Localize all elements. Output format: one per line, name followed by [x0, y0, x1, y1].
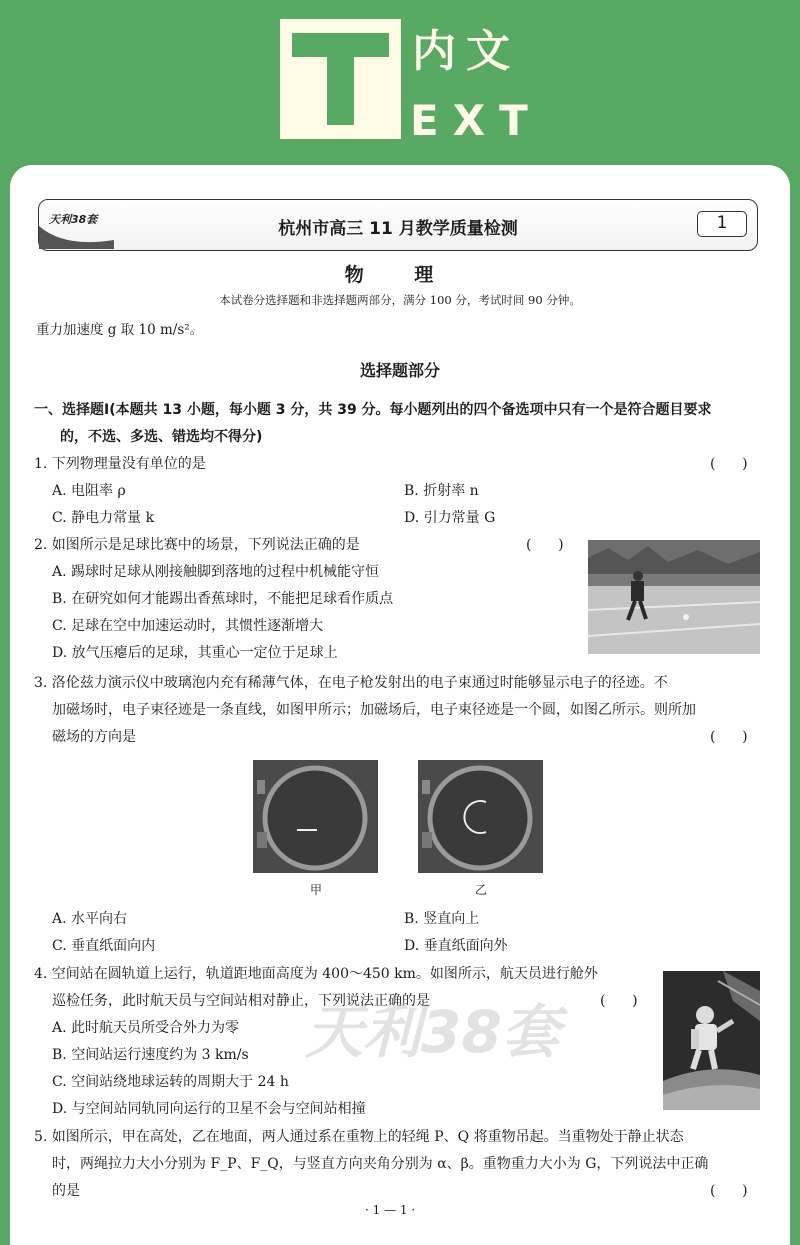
t-logo-box	[280, 19, 401, 139]
q3-stem-line-2: 加磁场时，电子束径迹是一条直线，如图甲所示；加磁场后，电子束径迹是一个圆，如图乙所示。则所加	[52, 702, 696, 718]
section-title: 选择题部分	[359, 361, 440, 380]
electron-beam-circle-photo	[418, 760, 543, 873]
q5-stem-line-3: 的是	[52, 1183, 80, 1199]
q4-option-a: A. 此时航天员所受合外力为零	[52, 1020, 240, 1036]
q5-stem-line-1: 5. 如图所示，甲在高处，乙在地面，两人通过系在重物上的轻绳 P、Q 将重物吊起。当重物处于静止状态	[34, 1129, 684, 1145]
q3-answer-bracket: ( )	[710, 729, 748, 745]
figure-caption-yi: 乙	[475, 883, 488, 897]
q2-option-b: B. 在研究如何才能踢出香蕉球时，不能把足球看作质点	[52, 591, 394, 607]
gravity-note: 重力加速度 g 取 10 m/s²。	[36, 322, 204, 338]
brand-logo-text: 天利38套	[49, 213, 98, 226]
subject-title: 物 理	[344, 264, 456, 286]
page-footer: · 1 — 1 ·	[365, 1203, 416, 1217]
q4-option-c: C. 空间站绕地球运转的周期大于 24 h	[52, 1074, 289, 1090]
banner	[0, 0, 800, 170]
q1-option-c: C. 静电力常量 k	[52, 510, 155, 526]
exam-header	[38, 199, 758, 251]
q5-stem-line-2: 时，两绳拉力大小分别为 F_P、F_Q，与竖直方向夹角分别为 α、β。重物重力大小为 G，下列说法中正确	[52, 1156, 709, 1172]
exam-title: 杭州市高三 11 月教学质量检测	[278, 219, 518, 239]
q3-option-b: B. 竖直向上	[404, 911, 480, 927]
q4-option-b: B. 空间站运行速度约为 3 km/s	[52, 1047, 249, 1063]
instructions-line-2: 的，不选、多选、错选均不得分)	[60, 429, 263, 445]
exam-paper	[10, 165, 790, 1245]
q4-option-d: D. 与空间站同轨同向运行的卫星不会与空间站相撞	[52, 1101, 366, 1117]
q4-answer-bracket: ( )	[600, 993, 638, 1009]
q2-answer-bracket: ( )	[526, 537, 564, 553]
q1-option-d: D. 引力常量 G	[404, 510, 496, 526]
exam-intro: 本试卷分选择题和非选择题两部分，满分 100 分，考试时间 90 分钟。	[219, 293, 581, 307]
q1-option-a: A. 电阻率 ρ	[52, 483, 126, 499]
instructions-line-1: 一、选择题Ⅰ(本题共 13 小题，每小题 3 分，共 39 分。每小题列出的四个备选项中只有一个是符合题目要求	[34, 402, 712, 418]
q3-option-d: D. 垂直纸面向外	[404, 938, 508, 954]
q2-option-c: C. 足球在空中加速运动时，其惯性逐渐增大	[52, 618, 324, 634]
q5-answer-bracket: ( )	[710, 1183, 748, 1199]
q2-option-a: A. 踢球时足球从刚接触脚到落地的过程中机械能守恒	[52, 564, 380, 580]
astronaut-photo	[663, 971, 760, 1110]
q3-option-a: A. 水平向右	[52, 911, 128, 927]
q4-stem-line-1: 4. 空间站在圆轨道上运行，轨道距地面高度为 400～450 km。如图所示，航天员进行舱外	[34, 966, 598, 982]
page-number-badge: 1	[697, 211, 747, 237]
t-letter-icon	[280, 19, 401, 139]
q1-option-b: B. 折射率 n	[404, 483, 479, 499]
q1-stem: 1. 下列物理量没有单位的是	[34, 456, 206, 472]
q1-answer-bracket: ( )	[710, 456, 748, 472]
q2-option-d: D. 放气压瘪后的足球，其重心一定位于足球上	[52, 645, 338, 661]
q3-stem-line-1: 3. 洛伦兹力演示仪中玻璃泡内充有稀薄气体，在电子枪发射出的电子束通过时能够显示电子的径迹。不	[34, 675, 668, 691]
q2-stem: 2. 如图所示是足球比赛中的场景，下列说法正确的是	[34, 537, 360, 553]
football-photo	[588, 540, 760, 654]
electron-beam-straight-photo	[253, 760, 378, 873]
q3-stem-line-3: 磁场的方向是	[52, 729, 136, 745]
q4-stem-line-2: 巡检任务，此时航天员与空间站相对静止，下列说法正确的是	[52, 993, 430, 1009]
brand-watermark: 天利38套	[305, 998, 560, 1066]
banner-cn-title: 内文	[412, 26, 520, 77]
figure-caption-jia: 甲	[310, 883, 323, 897]
banner-en-title: EXT	[410, 96, 542, 145]
q3-option-c: C. 垂直纸面向内	[52, 938, 156, 954]
